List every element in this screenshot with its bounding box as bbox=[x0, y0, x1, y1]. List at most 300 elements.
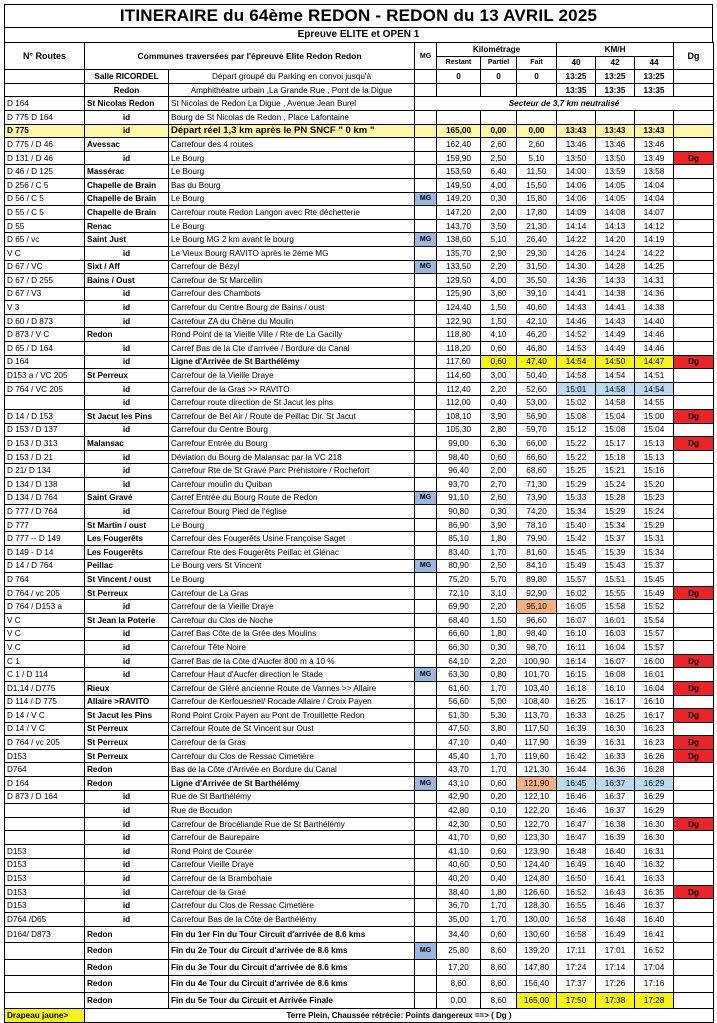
km-restant-cell: 68,40 bbox=[437, 613, 481, 627]
time-42-cell: 15:51 bbox=[596, 573, 635, 587]
description-cell: Rue de Bocudon bbox=[169, 804, 415, 818]
km-fait-cell: 29,30 bbox=[517, 246, 557, 260]
mg-cell bbox=[415, 959, 437, 976]
description-cell: Ligne d'Arrivée de St Barthélémy bbox=[169, 777, 415, 791]
time-42-cell: 16:36 bbox=[596, 763, 635, 777]
km-fait-cell bbox=[517, 110, 557, 124]
time-40-cell: 14:41 bbox=[557, 287, 596, 301]
time-42-cell: 15:04 bbox=[596, 410, 635, 424]
km-restant-cell: 47,50 bbox=[437, 722, 481, 736]
time-40-cell: 14:00 bbox=[557, 165, 596, 179]
table-row bbox=[5, 151, 714, 165]
table-row bbox=[5, 138, 714, 152]
km-partiel-cell: 2,60 bbox=[481, 138, 517, 152]
time-40-cell: 14:54 bbox=[557, 355, 596, 369]
description-cell: Carref Bas de la Côte d'Aucfer 800 m à 10 % bbox=[169, 654, 415, 668]
km-fait-cell: 79,90 bbox=[517, 532, 557, 546]
description-cell: Bas du Bourg bbox=[169, 178, 415, 192]
mg-cell bbox=[415, 464, 437, 478]
km-restant-cell: 34,40 bbox=[437, 926, 481, 943]
mg-cell bbox=[415, 831, 437, 845]
route-cell: D 153 / D 21 bbox=[5, 450, 85, 464]
danger-cell bbox=[674, 219, 714, 233]
time-44-cell: 15:31 bbox=[635, 532, 674, 546]
time-44-cell: 16:29 bbox=[635, 804, 674, 818]
description-cell: Le Bourg bbox=[169, 573, 415, 587]
km-restant-cell: 72,10 bbox=[437, 586, 481, 600]
danger-cell bbox=[674, 532, 714, 546]
km-partiel-cell: 0,60 bbox=[481, 355, 517, 369]
km-fait-cell: 0 bbox=[517, 70, 557, 84]
mg-cell bbox=[415, 83, 437, 97]
time-40-cell: 16:02 bbox=[557, 586, 596, 600]
route-cell: D 65 / vc bbox=[5, 233, 85, 247]
table-row bbox=[5, 681, 714, 695]
km-restant-cell: 147,20 bbox=[437, 206, 481, 220]
km-fait-cell: 47,40 bbox=[517, 355, 557, 369]
km-restant-cell: 108,10 bbox=[437, 410, 481, 424]
time-44-cell: 14:47 bbox=[635, 355, 674, 369]
time-40-cell: 14:58 bbox=[557, 369, 596, 383]
table-row bbox=[5, 478, 714, 492]
table-row bbox=[5, 423, 714, 437]
km-fait-cell: 139,20 bbox=[517, 943, 557, 960]
time-44-cell: 17:28 bbox=[635, 992, 674, 1009]
town-cell: id bbox=[85, 790, 169, 804]
footer-label: Drapeau jaune> bbox=[5, 1009, 85, 1023]
description-cell: Carrefour de la Graé bbox=[169, 885, 415, 899]
time-44-cell: 16:30 bbox=[635, 817, 674, 831]
route-cell: D 55 bbox=[5, 219, 85, 233]
km-restant-cell: 118,80 bbox=[437, 328, 481, 342]
km-fait-cell: 101,70 bbox=[517, 668, 557, 682]
route-cell: D 67 / D 255 bbox=[5, 274, 85, 288]
town-cell: Redon bbox=[85, 943, 169, 960]
time-44-cell: 13:25 bbox=[635, 70, 674, 84]
town-cell: Redon bbox=[85, 777, 169, 791]
table-row bbox=[5, 83, 714, 97]
time-42-cell: 15:55 bbox=[596, 586, 635, 600]
table-row bbox=[5, 627, 714, 641]
km-fait-cell: 78,10 bbox=[517, 518, 557, 532]
time-44-cell: 16:26 bbox=[635, 749, 674, 763]
time-40-cell: 14:30 bbox=[557, 260, 596, 274]
table-row bbox=[5, 178, 714, 192]
time-42-cell: 14:58 bbox=[596, 396, 635, 410]
danger-cell bbox=[674, 613, 714, 627]
time-42-cell: 13:43 bbox=[596, 124, 635, 138]
time-44-cell: 15:24 bbox=[635, 505, 674, 519]
time-42-cell: 16:40 bbox=[596, 845, 635, 859]
time-44-cell: 16:33 bbox=[635, 872, 674, 886]
town-cell: id bbox=[85, 845, 169, 859]
km-partiel-cell bbox=[481, 83, 517, 97]
time-42-cell: 17:26 bbox=[596, 976, 635, 993]
time-40-cell: 16:42 bbox=[557, 749, 596, 763]
km-restant-cell: 143,70 bbox=[437, 219, 481, 233]
time-44-cell: 16:28 bbox=[635, 763, 674, 777]
table-row bbox=[5, 355, 714, 369]
table-row bbox=[5, 301, 714, 315]
mg-cell bbox=[415, 274, 437, 288]
time-42-cell: 15:18 bbox=[596, 450, 635, 464]
time-42-cell: 16:08 bbox=[596, 668, 635, 682]
km-restant-cell: 66,60 bbox=[437, 627, 481, 641]
route-cell: D 56 / C 5 bbox=[5, 192, 85, 206]
km-fait-cell: 117,90 bbox=[517, 736, 557, 750]
danger-cell bbox=[674, 274, 714, 288]
km-partiel-cell: 8,60 bbox=[481, 976, 517, 993]
time-42-cell: 16:03 bbox=[596, 627, 635, 641]
danger-cell bbox=[674, 206, 714, 220]
table-row bbox=[5, 976, 714, 993]
mg-cell bbox=[415, 532, 437, 546]
km-fait-cell: 122,70 bbox=[517, 817, 557, 831]
mg-cell bbox=[415, 790, 437, 804]
route-cell: C 1 / D 114 bbox=[5, 668, 85, 682]
mg-cell bbox=[415, 722, 437, 736]
danger-cell bbox=[674, 314, 714, 328]
description-cell: Carrefour Bas de la Côte de Barthélémy bbox=[169, 913, 415, 927]
time-44-cell: 13:43 bbox=[635, 124, 674, 138]
km-partiel-cell: 5,70 bbox=[481, 573, 517, 587]
time-42-cell: 16:01 bbox=[596, 613, 635, 627]
km-partiel-cell: 3,90 bbox=[481, 518, 517, 532]
description-cell: Fin du 1er Fin du Tour Circuit d'arrivée de 8.6 kms bbox=[169, 926, 415, 943]
km-restant-cell: 98,40 bbox=[437, 450, 481, 464]
danger-cell: Dg bbox=[674, 151, 714, 165]
km-restant-cell: 165,00 bbox=[437, 124, 481, 138]
route-cell: D 21/ D 134 bbox=[5, 464, 85, 478]
town-cell: Redon bbox=[85, 926, 169, 943]
table-row bbox=[5, 505, 714, 519]
table-row bbox=[5, 817, 714, 831]
danger-cell bbox=[674, 328, 714, 342]
danger-cell bbox=[674, 845, 714, 859]
route-cell: D 764 / vc 205 bbox=[5, 586, 85, 600]
time-40-cell: 16:39 bbox=[557, 722, 596, 736]
description-cell: Carrefour de Baurepaire bbox=[169, 831, 415, 845]
time-44-cell: 14:04 bbox=[635, 192, 674, 206]
km-partiel-cell: 1,80 bbox=[481, 885, 517, 899]
mg-cell bbox=[415, 885, 437, 899]
time-42-cell: 15:21 bbox=[596, 464, 635, 478]
km-restant-cell: 61,60 bbox=[437, 681, 481, 695]
town-cell: id bbox=[85, 600, 169, 614]
km-fait-cell: 89,80 bbox=[517, 573, 557, 587]
time-40-cell: 13:35 bbox=[557, 83, 596, 97]
town-cell: id bbox=[85, 396, 169, 410]
time-44-cell: 14:07 bbox=[635, 206, 674, 220]
time-44-cell: 16:04 bbox=[635, 681, 674, 695]
route-cell: D 777 -- D 149 bbox=[5, 532, 85, 546]
time-40-cell: 17:11 bbox=[557, 943, 596, 960]
time-42-cell: 16:38 bbox=[596, 817, 635, 831]
town-cell: id bbox=[85, 668, 169, 682]
town-cell: Redon bbox=[85, 992, 169, 1009]
header-speed-40: 40 bbox=[557, 56, 596, 70]
time-44-cell: 14:04 bbox=[635, 178, 674, 192]
km-partiel-cell: 0,00 bbox=[481, 124, 517, 138]
km-partiel-cell bbox=[481, 110, 517, 124]
town-cell: Redon bbox=[85, 83, 169, 97]
danger-cell bbox=[674, 192, 714, 206]
km-fait-cell: 81,60 bbox=[517, 545, 557, 559]
km-restant-cell: 0 bbox=[437, 70, 481, 84]
km-restant-cell: 91,10 bbox=[437, 491, 481, 505]
itinerary-page bbox=[4, 4, 713, 1023]
time-42-cell: 14:49 bbox=[596, 342, 635, 356]
itinerary-rows bbox=[5, 70, 714, 1009]
danger-cell: Dg bbox=[674, 681, 714, 695]
route-cell: D153 bbox=[5, 885, 85, 899]
table-row bbox=[5, 804, 714, 818]
town-cell: Redon bbox=[85, 976, 169, 993]
km-restant-cell: 75,20 bbox=[437, 573, 481, 587]
km-fait-cell: 124,40 bbox=[517, 858, 557, 872]
km-restant-cell: 42,90 bbox=[437, 790, 481, 804]
time-40-cell: 15:40 bbox=[557, 518, 596, 532]
route-cell bbox=[5, 959, 85, 976]
time-40-cell: 13:25 bbox=[557, 70, 596, 84]
route-cell: D 775 bbox=[5, 124, 85, 138]
town-cell: St Perreux bbox=[85, 369, 169, 383]
km-fait-cell: 31,50 bbox=[517, 260, 557, 274]
table-row bbox=[5, 369, 714, 383]
table-row bbox=[5, 396, 714, 410]
time-44-cell: 14:51 bbox=[635, 369, 674, 383]
route-cell: D 777 / D 764 bbox=[5, 505, 85, 519]
route-cell: V C bbox=[5, 246, 85, 260]
time-40-cell: 16:58 bbox=[557, 926, 596, 943]
km-fait-cell: 40,60 bbox=[517, 301, 557, 315]
table-row bbox=[5, 913, 714, 927]
mg-cell bbox=[415, 437, 437, 451]
description-cell: Le Bourg bbox=[169, 219, 415, 233]
mg-cell: MG bbox=[415, 192, 437, 206]
table-row bbox=[5, 342, 714, 356]
km-fait-cell: 68,60 bbox=[517, 464, 557, 478]
km-partiel-cell: 5,00 bbox=[481, 695, 517, 709]
time-44-cell: 13:49 bbox=[635, 151, 674, 165]
time-40-cell: 15:57 bbox=[557, 573, 596, 587]
table-row bbox=[5, 206, 714, 220]
route-cell bbox=[5, 70, 85, 84]
km-partiel-cell: 0,30 bbox=[481, 192, 517, 206]
km-fait-cell: 156,40 bbox=[517, 976, 557, 993]
danger-cell bbox=[674, 342, 714, 356]
route-cell: D 764 / vc 205 bbox=[5, 736, 85, 750]
km-partiel-cell: 6,30 bbox=[481, 437, 517, 451]
km-partiel-cell: 0,60 bbox=[481, 845, 517, 859]
time-40-cell: 15:12 bbox=[557, 423, 596, 437]
danger-cell bbox=[674, 178, 714, 192]
km-partiel-cell: 1,50 bbox=[481, 613, 517, 627]
header-fait: Fait bbox=[517, 56, 557, 70]
time-40-cell: 16:18 bbox=[557, 681, 596, 695]
table-row bbox=[5, 410, 714, 424]
mg-cell: MG bbox=[415, 260, 437, 274]
table-row bbox=[5, 274, 714, 288]
km-fait-cell: 53,00 bbox=[517, 396, 557, 410]
description-cell: Carrefour de la Vieille Draye bbox=[169, 600, 415, 614]
town-cell: id bbox=[85, 450, 169, 464]
km-restant-cell: 99,00 bbox=[437, 437, 481, 451]
km-fait-cell: 121,30 bbox=[517, 763, 557, 777]
mg-cell bbox=[415, 681, 437, 695]
time-44-cell: 16:17 bbox=[635, 709, 674, 723]
danger-cell bbox=[674, 491, 714, 505]
km-fait-cell: 123,30 bbox=[517, 831, 557, 845]
route-cell: D 775 D 164 bbox=[5, 110, 85, 124]
km-partiel-cell: 2,20 bbox=[481, 260, 517, 274]
route-cell: D153 bbox=[5, 749, 85, 763]
route-cell: D 14 / D 153 bbox=[5, 410, 85, 424]
table-row bbox=[5, 790, 714, 804]
mg-cell bbox=[415, 382, 437, 396]
km-fait-cell: 124,80 bbox=[517, 872, 557, 886]
description-cell: Le Vieux Bourg RAVITO après le 2ème MG bbox=[169, 246, 415, 260]
town-cell: id bbox=[85, 505, 169, 519]
time-40-cell: 16:49 bbox=[557, 858, 596, 872]
route-cell: V C bbox=[5, 613, 85, 627]
km-restant-cell: 149,20 bbox=[437, 192, 481, 206]
km-fait-cell: 42,10 bbox=[517, 314, 557, 328]
route-cell: D 134 / D 764 bbox=[5, 491, 85, 505]
km-restant-cell: 43,10 bbox=[437, 777, 481, 791]
km-restant-cell: 133,50 bbox=[437, 260, 481, 274]
time-44-cell: 15:57 bbox=[635, 641, 674, 655]
description-cell: Carrefour route direction de St Jacut les pins bbox=[169, 396, 415, 410]
danger-cell: Dg bbox=[674, 885, 714, 899]
description-cell: Carrefour de Gléré ancienne Route de Vannes >> Allaire bbox=[169, 681, 415, 695]
description-cell: Carrefour de la Gras >> RAVITO bbox=[169, 382, 415, 396]
time-44-cell: 14:38 bbox=[635, 301, 674, 315]
time-42-cell: 14:49 bbox=[596, 328, 635, 342]
time-40-cell: 16:14 bbox=[557, 654, 596, 668]
description-cell: Bourg de St Nicolas de Redon , Place Lafontaine bbox=[169, 110, 415, 124]
description-cell: Carrefour de Kerfouesnel/ Rocade Allaire / Croix Payen bbox=[169, 695, 415, 709]
town-cell: id bbox=[85, 478, 169, 492]
route-cell: D 114 / D 775 bbox=[5, 695, 85, 709]
header-mg: MG bbox=[415, 43, 437, 70]
table-row bbox=[5, 518, 714, 532]
km-partiel-cell: 4,10 bbox=[481, 328, 517, 342]
description-cell: Carrefour des Fougerêts Usine Françoise Saget bbox=[169, 532, 415, 546]
time-40-cell: 13:46 bbox=[557, 138, 596, 152]
time-40-cell: 15:42 bbox=[557, 532, 596, 546]
table-row bbox=[5, 559, 714, 573]
time-44-cell: 15:45 bbox=[635, 573, 674, 587]
km-restant-cell: 40,60 bbox=[437, 858, 481, 872]
time-42-cell: 14:28 bbox=[596, 260, 635, 274]
table-row bbox=[5, 872, 714, 886]
mg-cell bbox=[415, 913, 437, 927]
time-42-cell: 14:43 bbox=[596, 314, 635, 328]
km-partiel-cell: 8,60 bbox=[481, 992, 517, 1009]
time-44-cell: 14:46 bbox=[635, 328, 674, 342]
time-40-cell: 15:22 bbox=[557, 437, 596, 451]
time-42-cell: 16:31 bbox=[596, 736, 635, 750]
km-restant-cell: 36,70 bbox=[437, 899, 481, 913]
km-restant-cell: 80,90 bbox=[437, 559, 481, 573]
danger-cell bbox=[674, 943, 714, 960]
town-cell: id bbox=[85, 382, 169, 396]
table-row bbox=[5, 573, 714, 587]
town-cell: id bbox=[85, 804, 169, 818]
km-partiel-cell: 1,70 bbox=[481, 545, 517, 559]
time-44-cell: 16:41 bbox=[635, 926, 674, 943]
time-44-cell: 16:01 bbox=[635, 668, 674, 682]
km-partiel-cell: 0,60 bbox=[481, 342, 517, 356]
route-cell bbox=[5, 943, 85, 960]
mg-cell: MG bbox=[415, 668, 437, 682]
time-42-cell: 15:39 bbox=[596, 545, 635, 559]
time-44-cell: 15:00 bbox=[635, 410, 674, 424]
table-row bbox=[5, 992, 714, 1009]
danger-cell bbox=[674, 70, 714, 84]
route-cell: D 14 / D 764 bbox=[5, 559, 85, 573]
town-cell: id bbox=[85, 423, 169, 437]
header-restant: Restant bbox=[437, 56, 481, 70]
time-42-cell: 13:35 bbox=[596, 83, 635, 97]
danger-cell bbox=[674, 959, 714, 976]
km-partiel-cell: 2,90 bbox=[481, 246, 517, 260]
danger-cell bbox=[674, 505, 714, 519]
time-40-cell bbox=[557, 110, 596, 124]
route-cell: D764 /D65 bbox=[5, 913, 85, 927]
route-cell: D 153 / D 313 bbox=[5, 437, 85, 451]
mg-cell bbox=[415, 545, 437, 559]
description-cell: Le Bourg bbox=[169, 165, 415, 179]
mg-cell bbox=[415, 314, 437, 328]
description-cell: Carrefour Rte de St Gravé Parc Préhistoire / Rochefort bbox=[169, 464, 415, 478]
danger-cell bbox=[674, 559, 714, 573]
danger-cell: Dg bbox=[674, 410, 714, 424]
town-cell: St Vincent / oust bbox=[85, 573, 169, 587]
mg-cell bbox=[415, 301, 437, 315]
header-dg: Dg bbox=[674, 43, 714, 70]
km-restant-cell: 40,20 bbox=[437, 872, 481, 886]
table-row bbox=[5, 831, 714, 845]
time-40-cell: 14:06 bbox=[557, 192, 596, 206]
km-fait-cell: 26,40 bbox=[517, 233, 557, 247]
town-cell: id bbox=[85, 124, 169, 138]
route-cell: V C bbox=[5, 641, 85, 655]
town-cell: id bbox=[85, 151, 169, 165]
description-cell: Carrefour de Brocéliande Rue de St Barthélémy bbox=[169, 817, 415, 831]
route-cell: D 134 / D 138 bbox=[5, 478, 85, 492]
time-42-cell: 15:34 bbox=[596, 518, 635, 532]
time-44-cell: 14:55 bbox=[635, 396, 674, 410]
town-cell: id bbox=[85, 246, 169, 260]
km-restant-cell: 25,80 bbox=[437, 943, 481, 960]
description-cell: Rue de St Barthélémy bbox=[169, 790, 415, 804]
header-kmh: KM/H bbox=[557, 43, 674, 57]
time-40-cell: 14:09 bbox=[557, 206, 596, 220]
km-restant-cell: 45,40 bbox=[437, 749, 481, 763]
km-fait-cell: 84,10 bbox=[517, 559, 557, 573]
header-speed-44: 44 bbox=[635, 56, 674, 70]
table-row bbox=[5, 899, 714, 913]
km-partiel-cell: 8,60 bbox=[481, 959, 517, 976]
description-cell: Départ groupé du Parking en convoi jusqu'à bbox=[169, 70, 415, 84]
time-42-cell: 13:50 bbox=[596, 151, 635, 165]
time-40-cell: 16:46 bbox=[557, 790, 596, 804]
town-cell: Renac bbox=[85, 219, 169, 233]
time-40-cell: 15:22 bbox=[557, 450, 596, 464]
km-restant-cell: 64,10 bbox=[437, 654, 481, 668]
